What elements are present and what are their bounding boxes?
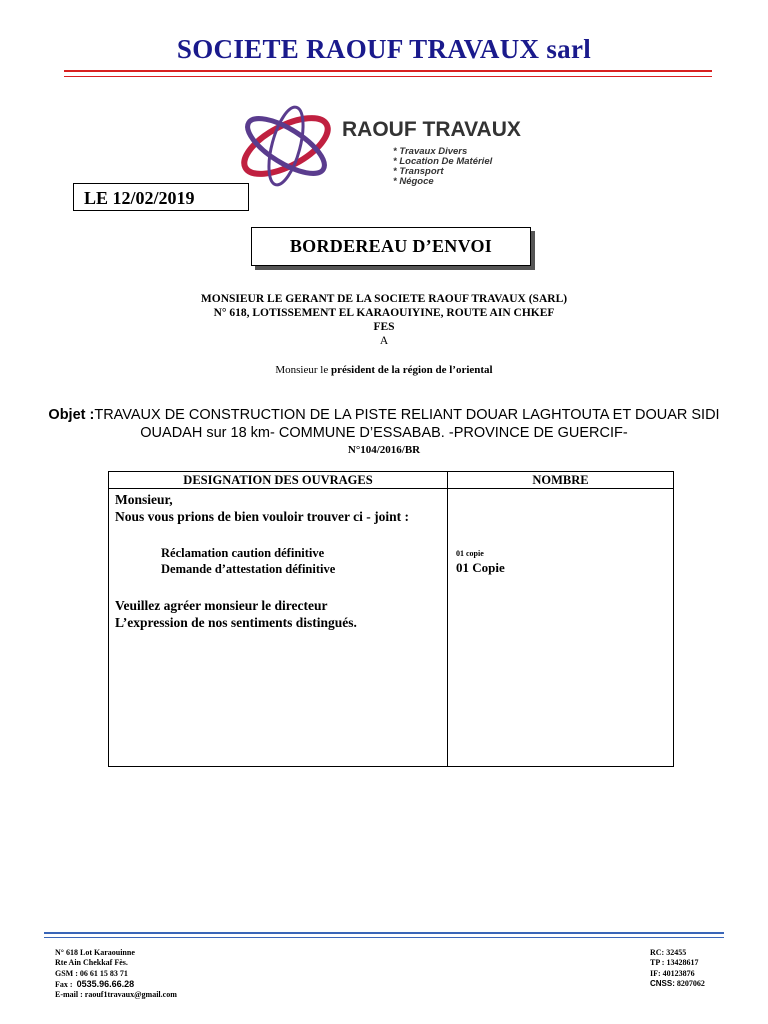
- footer-rc: RC: 32455: [650, 948, 687, 957]
- intro-text: Nous vous prions de bien vouloir trouver ci - joint :: [115, 509, 410, 524]
- recipient-prefix: Monsieur le: [275, 364, 329, 376]
- footer-gsm: GSM : 06 61 15 83 71: [55, 968, 128, 978]
- subject-text: TRAVAUX DE CONSTRUCTION DE LA PISTE RELIANT DOUAR LAGHTOUTA ET DOUAR SIDI OUADAH sur 18 km- COMMUNE D’ESSABAB. -PROVINCE DE GUERCIF-: [94, 407, 720, 441]
- footer-address: N° 618 Lot Karaouinne: [55, 948, 135, 957]
- sender-line: N° 618, LOTISSEMENT EL KARAOUIYINE, ROUTE AIN CHKEF: [213, 307, 555, 319]
- recipient-title: président de la région de l’oriental: [330, 364, 493, 376]
- column-header-nombre: NOMBRE: [448, 472, 674, 489]
- reference-number: N°104/2016/BR: [347, 444, 421, 456]
- footer-if: IF: 40123876: [650, 968, 695, 978]
- subject-block: [40, 406, 728, 442]
- recipient-line: [0, 364, 768, 376]
- attached-items: [161, 545, 441, 577]
- footer-registration: [650, 948, 705, 989]
- sender-line: MONSIEUR LE GERANT DE LA SOCIETE RAOUF TRAVAUX (SARL): [200, 293, 568, 305]
- company-logo: [236, 96, 572, 200]
- logo-service: * Transport: [393, 166, 444, 177]
- logo-service: * Négoce: [393, 176, 434, 187]
- logo-service: * Location De Matériel: [393, 156, 493, 167]
- sender-block: [0, 292, 768, 348]
- to-label: A: [379, 335, 389, 347]
- designation-table: [108, 471, 674, 767]
- greeting: Monsieur,: [115, 492, 173, 507]
- table-row: [109, 489, 674, 767]
- logo-name: RAOUF TRAVAUX: [342, 118, 521, 141]
- cnss-label: CNSS:: [650, 978, 675, 988]
- copy-count: 01 Copie: [456, 560, 505, 575]
- fax-label: Fax :: [55, 979, 73, 989]
- date-box: LE 12/02/2019: [73, 183, 249, 211]
- closing-line: L’expression de nos sentiments distingués.: [115, 615, 357, 630]
- company-title: SOCIETE RAOUF TRAVAUX sarl: [176, 34, 592, 64]
- copy-count-small: 01 copie: [456, 549, 484, 558]
- fax-number: 0535.96.66.28: [76, 978, 135, 989]
- document-type-box: BORDEREAU D’ENVOI: [251, 227, 531, 266]
- cnss-value: 8207062: [676, 978, 705, 988]
- subject-label: Objet :: [48, 407, 95, 423]
- closing-line: Veuillez agréer monsieur le directeur: [115, 598, 328, 613]
- list-item: Demande d’attestation définitive: [161, 562, 336, 576]
- logo-service: * Travaux Divers: [393, 146, 468, 157]
- footer-tp: TP : 13428617: [650, 958, 699, 968]
- footer-cnss: [650, 979, 705, 989]
- footer-divider: [44, 932, 724, 938]
- orbit-logo-icon: [236, 104, 336, 189]
- column-header-designation: DESIGNATION DES OUVRAGES: [109, 472, 448, 489]
- designation-cell: [109, 489, 448, 767]
- footer-contact: [55, 948, 177, 1000]
- nombre-cell: [448, 489, 674, 767]
- header-divider: [64, 70, 712, 77]
- footer-fax: [55, 979, 177, 990]
- list-item: Réclamation caution définitive: [161, 546, 325, 560]
- footer-address: Rte Ain Chekkaf Fès.: [55, 958, 128, 968]
- table-header-row: [109, 472, 674, 489]
- sender-city: FES: [373, 321, 395, 333]
- footer-email: E-mail : raouf1travaux@gmail.com: [55, 990, 177, 1000]
